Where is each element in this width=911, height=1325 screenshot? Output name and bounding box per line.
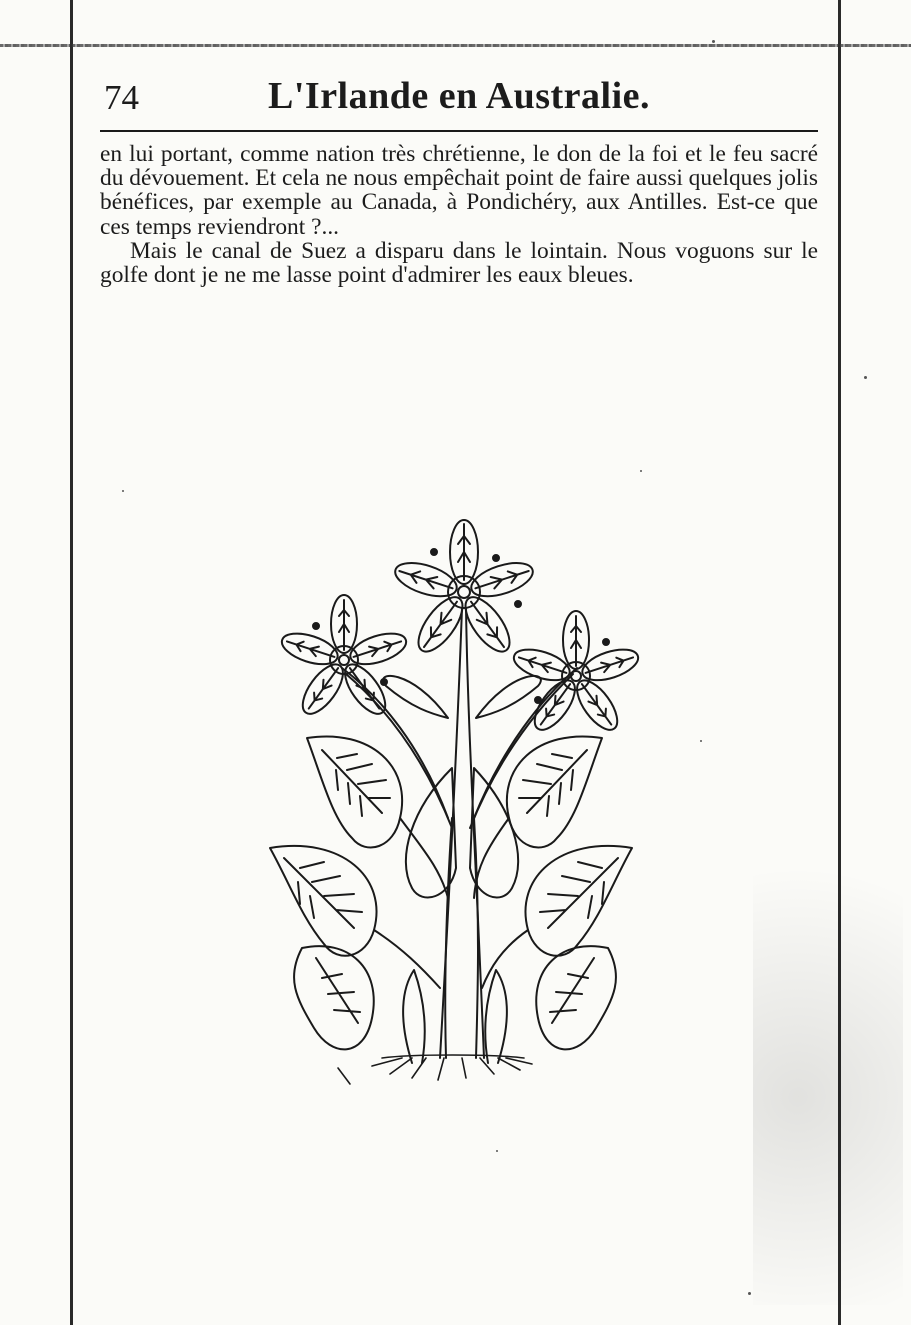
roots (338, 1055, 532, 1084)
floral-tailpiece-icon (262, 518, 648, 1086)
body-text (100, 142, 818, 287)
top-ornamental-rule (0, 44, 911, 47)
upper-leaves (383, 676, 541, 718)
stems (342, 608, 577, 1058)
paragraph: en lui portant, comme nation très chrétienne, le don de la foi et le feu sacré du dévouement. Et cela ne nous empêchait point de faire aussi quelques jolis bénéfices, par exemple au Canada, à Pondichéry, aux Antilles. Est-ce que ces temps reviendront ?... (100, 141, 818, 240)
ink-speck (640, 470, 642, 472)
flower-center (391, 520, 537, 658)
paragraph: Mais le canal de Suez a disparu dans le lointain. Nous voguons sur le golfe dont je ne me lasse point d'admirer les eaux bleues. (100, 237, 818, 289)
paper-stain (753, 785, 903, 1305)
left-margin-rule (70, 0, 73, 1325)
ink-speck (864, 376, 867, 379)
ink-speck (700, 740, 702, 742)
ink-speck (496, 1150, 498, 1152)
ink-speck (122, 490, 124, 492)
flower-left (278, 595, 410, 720)
heart-leaves (270, 736, 632, 1049)
header-rule (100, 130, 818, 132)
page-number: 74 (104, 78, 139, 117)
ink-speck (748, 1292, 751, 1295)
ink-speck (712, 40, 715, 43)
running-title: L'Irlande en Australie. (268, 75, 651, 117)
basal-leaves (403, 970, 507, 1063)
